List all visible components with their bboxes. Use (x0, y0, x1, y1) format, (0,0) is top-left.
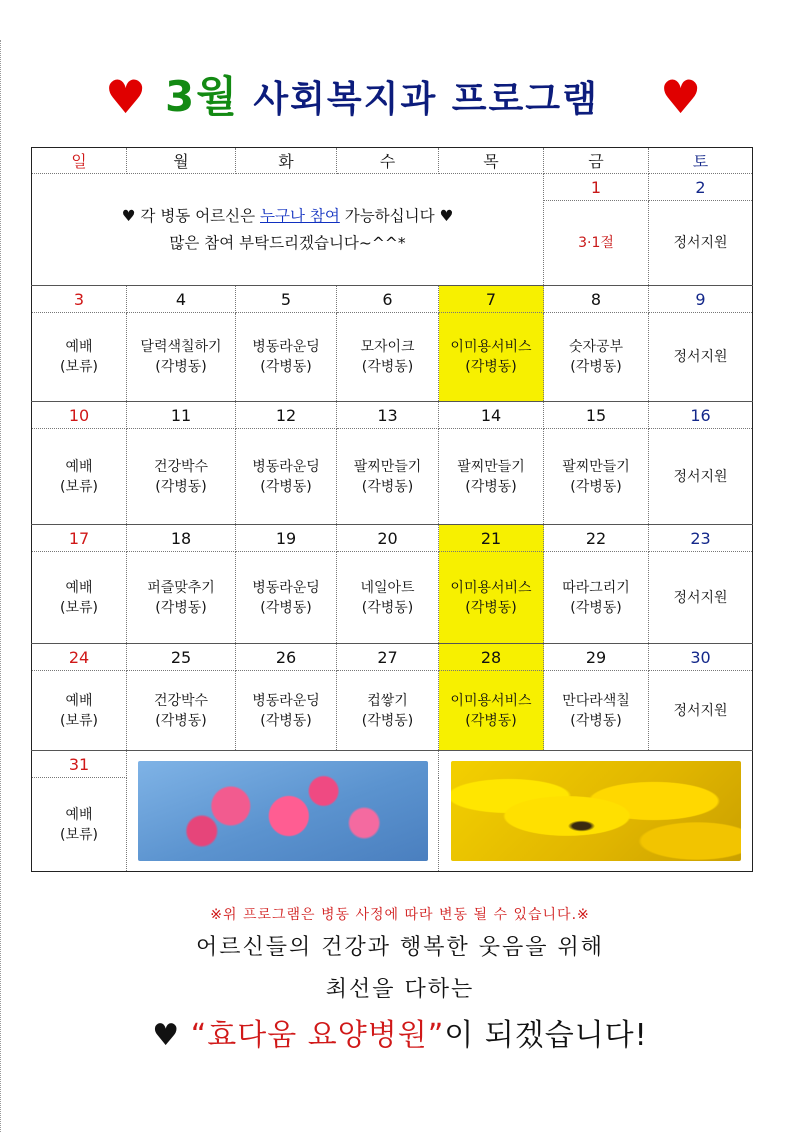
program-name: 이미용서비스 (450, 692, 532, 709)
day-number: 31 (32, 751, 127, 778)
day-number: 17 (32, 525, 127, 552)
day-number: 22 (544, 525, 649, 552)
day-number: 3 (32, 286, 127, 313)
program-location: (보류) (60, 478, 98, 495)
program-cell (649, 552, 753, 644)
heart-icon: ♥ (660, 70, 702, 124)
day-number: 24 (32, 644, 127, 671)
program-cell (236, 552, 337, 644)
notice-cell (32, 174, 544, 286)
program-cell (544, 552, 649, 644)
day-number: 20 (337, 525, 439, 552)
program-name: 정서지원 (673, 349, 728, 365)
program-location: (보류) (60, 599, 98, 616)
notice-highlight: 누구나 참여 (260, 206, 340, 225)
program-cell (236, 429, 337, 525)
program-cell (439, 429, 544, 525)
weekday-sun: 일 (32, 148, 127, 174)
program-name: 정서지원 (673, 702, 728, 719)
day-number: 10 (32, 402, 127, 429)
day-number: 8 (544, 286, 649, 313)
program-cell (32, 429, 127, 525)
day-number: 25 (127, 644, 236, 671)
program-cell (544, 313, 649, 402)
program-name: 병동라운딩 (252, 692, 320, 709)
program-location: (각병동) (361, 599, 414, 616)
program-cell-highlighted (439, 313, 544, 402)
program-location: (각병동) (361, 712, 414, 729)
program-cell (337, 552, 439, 644)
week-1-day-row (32, 174, 753, 201)
weekday-header-row (32, 148, 753, 174)
program-name: 네일아트 (360, 579, 415, 596)
program-location: (각병동) (465, 478, 517, 495)
program-location: (각병동) (155, 712, 207, 729)
day-number: 28 (439, 644, 544, 671)
program-location: (각병동) (465, 712, 517, 729)
program-name: 건강박수 (153, 458, 209, 475)
program-name: 달력색칠하기 (140, 339, 222, 355)
day-number: 1 (544, 174, 649, 201)
program-cell (32, 671, 127, 751)
day-number: 11 (127, 402, 236, 429)
program-cell (32, 313, 127, 402)
program-cell (127, 313, 236, 402)
day-number: 6 (337, 286, 439, 313)
day-number: 18 (127, 525, 236, 552)
program-cell (127, 671, 236, 751)
program-name: 모자이크 (360, 339, 415, 355)
program-name: 이미용서비스 (450, 339, 532, 355)
program-cell (649, 671, 753, 751)
program-name: 따라그리기 (562, 579, 630, 596)
program-cell (236, 671, 337, 751)
program-name: 만다라색칠 (562, 692, 630, 709)
weekday-mon: 월 (127, 148, 236, 174)
program-name: 팔찌만들기 (353, 458, 422, 475)
notice (32, 203, 543, 257)
program-name: 정서지원 (673, 235, 728, 251)
program-cell (127, 552, 236, 644)
day-number: 19 (236, 525, 337, 552)
slogan-line-2: 최선을 다하는 (325, 977, 475, 1002)
week-6-day-row (32, 751, 753, 778)
program-location: (각병동) (465, 599, 517, 616)
program-location: (각병동) (570, 712, 622, 729)
program-cell (337, 313, 439, 402)
program-name: 예배 (65, 579, 93, 596)
day-number: 13 (337, 402, 439, 429)
program-calendar (31, 147, 753, 872)
day-number: 5 (236, 286, 337, 313)
program-name: 병동라운딩 (252, 458, 320, 475)
page-title (0, 70, 800, 126)
notice-line-1 (32, 203, 543, 230)
program-location: (각병동) (260, 712, 312, 729)
day-number: 16 (649, 402, 753, 429)
program-cell (127, 429, 236, 525)
program-cell (649, 429, 753, 525)
weekday-wed: 수 (337, 148, 439, 174)
day-number: 15 (544, 402, 649, 429)
program-location: (보류) (60, 826, 98, 843)
holiday-label: 3·1절 (578, 235, 614, 251)
heart-icon: ♥ (152, 1018, 181, 1053)
closing-line (0, 1010, 800, 1054)
program-name: 예배 (65, 339, 93, 355)
program-location: (각병동) (155, 478, 207, 495)
notice-line-2: 많은 참여 부탁드리겠습니다~^^* (169, 233, 406, 252)
program-name: 퍼즐맞추기 (147, 579, 215, 596)
program-name: 예배 (65, 458, 93, 475)
day-number: 7 (439, 286, 544, 313)
title-text (165, 70, 599, 127)
program-location: (각병동) (155, 599, 207, 616)
program-location: (각병동) (260, 599, 312, 616)
program-cell-highlighted (439, 671, 544, 751)
day-number: 29 (544, 644, 649, 671)
title-month: 3월 (165, 72, 239, 121)
program-location: (각병동) (465, 359, 517, 375)
program-name: 정서지원 (673, 589, 728, 606)
program-cell (649, 201, 753, 286)
yellow-pansy-image (451, 761, 741, 861)
day-number: 26 (236, 644, 337, 671)
week-5-day-row (32, 644, 753, 671)
program-name: 병동라운딩 (252, 579, 320, 596)
weekday-thu: 목 (439, 148, 544, 174)
week-5-program-row (32, 671, 753, 751)
notice-text: ♥ 각 병동 어르신은 (121, 206, 261, 225)
program-cell (337, 671, 439, 751)
hospital-name: “효다움 요양병원” (190, 1018, 445, 1053)
week-3-program-row (32, 429, 753, 525)
program-cell (337, 429, 439, 525)
day-number: 14 (439, 402, 544, 429)
program-name: 예배 (65, 692, 93, 709)
program-name: 숫자공부 (568, 339, 624, 355)
program-location: (각병동) (361, 478, 414, 495)
program-name: 팔찌만들기 (562, 458, 630, 475)
day-number: 27 (337, 644, 439, 671)
day-number: 2 (649, 174, 753, 201)
program-location: (각병동) (260, 478, 312, 495)
slogan-line-1: 어르신들의 건강과 행복한 웃음을 위해 (195, 935, 604, 960)
program-cell (32, 552, 127, 644)
program-location: (각병동) (155, 359, 207, 375)
change-notice: ※위 프로그램은 병동 사정에 따라 변동 될 수 있습니다.※ (210, 907, 590, 923)
day-number: 9 (649, 286, 753, 313)
program-name: 이미용서비스 (450, 579, 532, 596)
closing-text: 이 되겠습니다! (444, 1018, 648, 1053)
program-cell (236, 313, 337, 402)
program-cell (544, 201, 649, 286)
program-cell (649, 313, 753, 402)
notice-text: 가능하십니다 ♥ (339, 206, 454, 225)
photo-cell-plum (127, 751, 439, 872)
program-location: (보류) (60, 712, 98, 729)
plum-blossom-image (138, 761, 428, 861)
program-name: 병동라운딩 (252, 339, 320, 355)
program-location: (각병동) (361, 359, 414, 375)
day-number: 4 (127, 286, 236, 313)
day-number: 21 (439, 525, 544, 552)
program-name: 컵쌓기 (367, 692, 408, 709)
program-location: (각병동) (260, 359, 312, 375)
program-name: 정서지원 (673, 468, 728, 485)
title-main: 사회복지과 프로그램 (253, 79, 599, 120)
day-number: 23 (649, 525, 753, 552)
program-location: (각병동) (570, 359, 622, 375)
week-4-program-row (32, 552, 753, 644)
week-4-day-row (32, 525, 753, 552)
program-location: (각병동) (570, 478, 622, 495)
program-cell-highlighted (439, 552, 544, 644)
program-cell (544, 429, 649, 525)
week-3-day-row (32, 402, 753, 429)
photo-cell-pansy (439, 751, 753, 872)
weekday-sat: 토 (649, 148, 753, 174)
page-edge-line (0, 40, 1, 1132)
program-location: (각병동) (570, 599, 622, 616)
week-2-program-row (32, 313, 753, 402)
program-name: 건강박수 (153, 692, 209, 709)
program-cell (32, 778, 127, 872)
program-cell (544, 671, 649, 751)
heart-icon: ♥ (105, 70, 147, 124)
program-name: 예배 (65, 806, 93, 823)
day-number: 30 (649, 644, 753, 671)
program-name: 팔찌만들기 (457, 458, 525, 475)
weekday-fri: 금 (544, 148, 649, 174)
week-2-day-row (32, 286, 753, 313)
weekday-tue: 화 (236, 148, 337, 174)
program-location: (보류) (60, 359, 98, 375)
day-number: 12 (236, 402, 337, 429)
